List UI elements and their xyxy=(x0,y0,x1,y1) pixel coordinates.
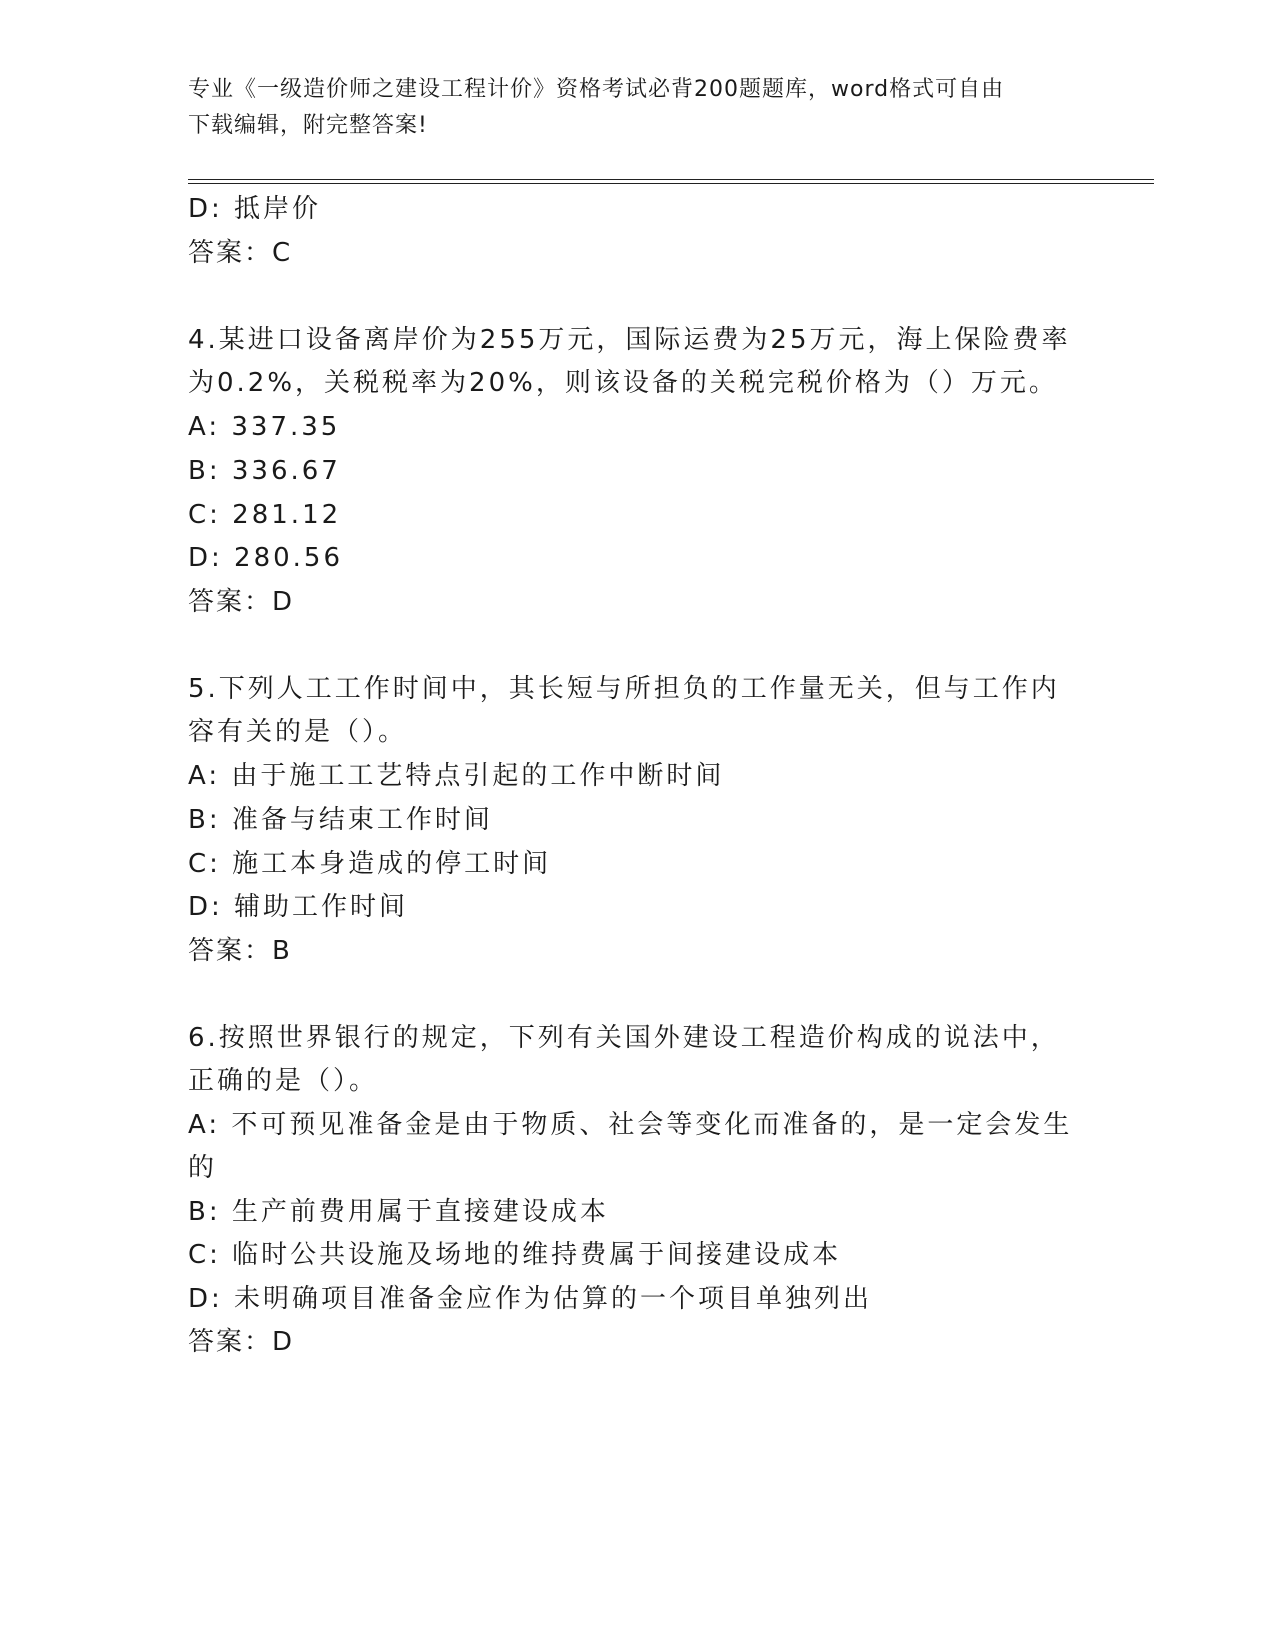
prev-option-d: D: 抵岸价 xyxy=(188,194,322,224)
q4-stem-line-2: 为0.2%，关税税率为20%，则该设备的关税完税价格为（）万元。 xyxy=(188,368,1058,398)
q4-option-c: C: 281.12 xyxy=(188,500,342,530)
q5-option-a: A: 由于施工工艺特点引起的工作中断时间 xyxy=(188,761,725,791)
prev-answer: 答案：C xyxy=(188,238,293,268)
q5-option-c: C: 施工本身造成的停工时间 xyxy=(188,849,552,879)
q6-answer: 答案：D xyxy=(188,1327,295,1357)
q5-stem-line-2: 容有关的是（）。 xyxy=(188,717,408,747)
q5-option-d: D: 辅助工作时间 xyxy=(188,892,409,922)
q5-answer: 答案：B xyxy=(188,936,292,966)
q5-stem-line-1: 5.下列人工工作时间中，其长短与所担负的工作量无关，但与工作内 xyxy=(188,674,1060,704)
q6-option-a-line-1: A: 不可预见准备金是由于物质、社会等变化而准备的，是一定会发生 xyxy=(188,1110,1073,1140)
header-divider-bottom xyxy=(188,183,1154,184)
q6-option-c: C: 临时公共设施及场地的维持费属于间接建设成本 xyxy=(188,1240,842,1270)
q4-stem-line-1: 4.某进口设备离岸价为255万元，国际运费为25万元，海上保险费率 xyxy=(188,325,1071,355)
q6-option-b: B: 生产前费用属于直接建设成本 xyxy=(188,1197,609,1227)
q4-option-b: B: 336.67 xyxy=(188,456,341,486)
q6-stem-line-2: 正确的是（）。 xyxy=(188,1066,379,1096)
q5-option-b: B: 准备与结束工作时间 xyxy=(188,805,493,835)
q4-option-a: A: 337.35 xyxy=(188,412,341,442)
header-line-2: 下载编辑，附完整答案! xyxy=(188,113,428,138)
header-line-1: 专业《一级造价师之建设工程计价》资格考试必背200题题库，word格式可自由 xyxy=(188,77,1005,102)
q4-answer: 答案：D xyxy=(188,587,295,617)
q6-option-a-line-2: 的 xyxy=(188,1153,218,1183)
q4-option-d: D: 280.56 xyxy=(188,543,344,573)
header-divider-top xyxy=(188,179,1154,180)
q6-option-d: D: 未明确项目准备金应作为估算的一个项目单独列出 xyxy=(188,1284,873,1314)
q6-stem-line-1: 6.按照世界银行的规定，下列有关国外建设工程造价构成的说法中， xyxy=(188,1023,1060,1053)
document-header xyxy=(188,72,1088,144)
